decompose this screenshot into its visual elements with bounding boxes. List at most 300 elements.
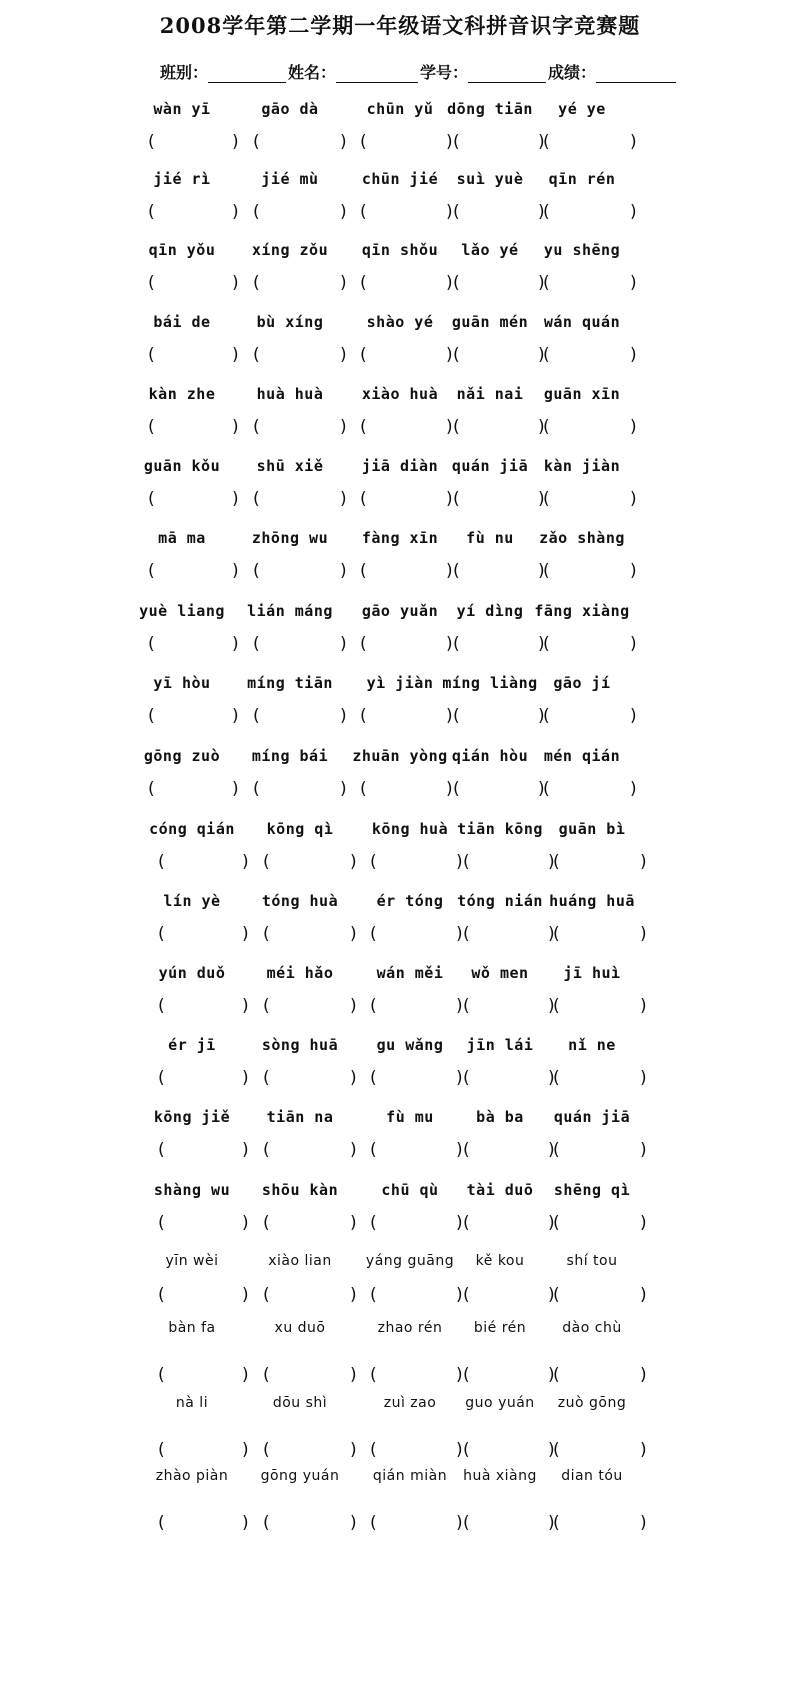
- answer-box-close: ): [242, 1213, 249, 1233]
- answer-box-open[interactable]: (: [148, 273, 155, 293]
- pinyin-word: jié mù: [261, 170, 319, 188]
- answer-box-open[interactable]: (: [453, 634, 460, 654]
- answer-box-open[interactable]: (: [543, 273, 550, 293]
- question-row: [0, 1108, 800, 1188]
- pinyin-word: xiào huà: [361, 385, 439, 403]
- pinyin-word: huáng huā: [549, 892, 635, 910]
- pinyin-word: zuò gōng: [557, 1395, 627, 1411]
- answer-box-open[interactable]: (: [543, 706, 550, 726]
- answer-box-open[interactable]: (: [553, 1285, 560, 1305]
- answer-box-open[interactable]: (: [463, 996, 470, 1016]
- student-info-line: [160, 60, 700, 83]
- answer-box-open[interactable]: (: [453, 489, 460, 509]
- answer-box-close: ): [630, 489, 637, 509]
- answer-box-open[interactable]: (: [253, 345, 260, 365]
- answer-box-open[interactable]: (: [263, 1285, 270, 1305]
- answer-box-open[interactable]: (: [553, 1440, 560, 1460]
- answer-box-open[interactable]: (: [360, 779, 367, 799]
- pinyin-word: nà li: [175, 1395, 209, 1411]
- answer-box-open[interactable]: (: [370, 1365, 377, 1385]
- question-row: [0, 964, 800, 1044]
- pinyin-word: nǐ ne: [568, 1036, 616, 1054]
- answer-box-close: ): [548, 1213, 555, 1233]
- question-row: [0, 820, 800, 900]
- answer-box-close: ): [242, 1365, 249, 1385]
- answer-box-open[interactable]: (: [148, 706, 155, 726]
- answer-box-open[interactable]: (: [253, 273, 260, 293]
- answer-box-open[interactable]: (: [360, 634, 367, 654]
- answer-box-close: ): [548, 1285, 555, 1305]
- answer-box-close: ): [242, 1285, 249, 1305]
- answer-box-open[interactable]: (: [370, 996, 377, 1016]
- question-row: [0, 529, 800, 609]
- pinyin-word: yáng guāng: [365, 1253, 455, 1269]
- answer-box-open[interactable]: (: [360, 561, 367, 581]
- answer-box-open[interactable]: (: [263, 1440, 270, 1460]
- pinyin-word: tiān kōng: [457, 820, 543, 838]
- answer-box-close: ): [350, 1140, 357, 1160]
- answer-box-open[interactable]: (: [360, 417, 367, 437]
- answer-box-close: ): [232, 634, 239, 654]
- pinyin-word: bàn fa: [168, 1320, 216, 1336]
- answer-box-close: ): [640, 1513, 647, 1533]
- pinyin-word: shàng wu: [153, 1181, 231, 1199]
- pinyin-word: qián hòu: [451, 747, 529, 765]
- answer-box-open[interactable]: (: [553, 924, 560, 944]
- pinyin-word: míng tiān: [247, 674, 333, 692]
- pinyin-word: kě kou: [475, 1253, 525, 1269]
- pinyin-word: cóng qián: [149, 820, 235, 838]
- student-number-blank[interactable]: [468, 66, 546, 83]
- answer-box-open[interactable]: (: [360, 273, 367, 293]
- answer-box-close: ): [350, 1068, 357, 1088]
- score-label: 成绩：: [548, 63, 597, 82]
- answer-box-open[interactable]: (: [370, 1140, 377, 1160]
- pinyin-word: fù mu: [386, 1108, 434, 1126]
- pinyin-word: ér tóng: [376, 892, 444, 910]
- answer-box-open[interactable]: (: [463, 1068, 470, 1088]
- answer-box-open[interactable]: (: [263, 1140, 270, 1160]
- answer-box-close: ): [446, 202, 453, 222]
- answer-box-open[interactable]: (: [370, 1068, 377, 1088]
- answer-box-close: ): [640, 1140, 647, 1160]
- answer-box-open[interactable]: (: [370, 1285, 377, 1305]
- answer-box-close: ): [456, 1285, 463, 1305]
- answer-box-open[interactable]: (: [360, 202, 367, 222]
- answer-box-close: ): [340, 202, 347, 222]
- answer-box-open[interactable]: (: [148, 202, 155, 222]
- name-blank[interactable]: [336, 66, 418, 83]
- pinyin-word: kōng huà: [371, 820, 449, 838]
- answer-box-close: ): [630, 345, 637, 365]
- answer-box-open[interactable]: (: [263, 1513, 270, 1533]
- answer-box-close: ): [242, 1440, 249, 1460]
- answer-box-open[interactable]: (: [463, 924, 470, 944]
- pinyin-word: mā ma: [158, 529, 206, 547]
- answer-box-close: ): [456, 996, 463, 1016]
- pinyin-word: lǎo yé: [461, 241, 519, 259]
- pinyin-word: jīn lái: [466, 1036, 534, 1054]
- page-title: 2008学年第二学期一年级语文科拼音识字竞赛题: [159, 13, 641, 38]
- answer-box-open[interactable]: (: [463, 1513, 470, 1533]
- answer-box-close: ): [538, 634, 545, 654]
- pinyin-word: quán jiā: [553, 1108, 631, 1126]
- answer-box-close: ): [538, 779, 545, 799]
- question-row: [0, 892, 800, 972]
- answer-box-open[interactable]: (: [370, 924, 377, 944]
- answer-box-close: ): [630, 273, 637, 293]
- pinyin-word: bà ba: [476, 1108, 524, 1126]
- answer-box-open[interactable]: (: [253, 417, 260, 437]
- answer-box-close: ): [350, 1440, 357, 1460]
- answer-box-open[interactable]: (: [148, 779, 155, 799]
- answer-box-close: ): [630, 706, 637, 726]
- answer-box-open[interactable]: (: [463, 1365, 470, 1385]
- answer-box-open[interactable]: (: [370, 1213, 377, 1233]
- pinyin-word: xiào lian: [268, 1253, 332, 1269]
- answer-box-close: ): [232, 273, 239, 293]
- class-label: 班别：: [160, 63, 209, 82]
- answer-box-close: ): [340, 132, 347, 152]
- answer-box-close: ): [350, 924, 357, 944]
- answer-box-open[interactable]: (: [360, 489, 367, 509]
- answer-box-close: ): [630, 417, 637, 437]
- answer-box-close: ): [456, 1365, 463, 1385]
- answer-box-close: ): [340, 273, 347, 293]
- answer-box-close: ): [548, 1513, 555, 1533]
- answer-box-close: ): [456, 852, 463, 872]
- answer-box-open[interactable]: (: [370, 1440, 377, 1460]
- pinyin-word: dōu shì: [272, 1395, 328, 1411]
- question-row: [0, 1395, 800, 1475]
- answer-box-close: ): [340, 489, 347, 509]
- answer-box-close: ): [456, 1513, 463, 1533]
- pinyin-word: dào chù: [562, 1320, 622, 1336]
- answer-box-close: ): [232, 417, 239, 437]
- pinyin-word: yīn wèi: [165, 1253, 219, 1269]
- answer-box-close: ): [538, 561, 545, 581]
- question-row: [0, 313, 800, 393]
- question-row: [0, 674, 800, 754]
- answer-box-close: ): [538, 202, 545, 222]
- answer-box-close: ): [340, 706, 347, 726]
- answer-box-open[interactable]: (: [543, 132, 550, 152]
- answer-box-open[interactable]: (: [543, 779, 550, 799]
- pinyin-word: zhōng wu: [251, 529, 329, 547]
- student-number-label: 学号：: [420, 63, 469, 82]
- pinyin-word: yì jiàn: [366, 674, 434, 692]
- answer-box-open[interactable]: (: [148, 561, 155, 581]
- answer-box-open[interactable]: (: [553, 1140, 560, 1160]
- answer-box-open[interactable]: (: [253, 202, 260, 222]
- pinyin-word: xu duō: [274, 1320, 326, 1336]
- pinyin-word: lín yè: [163, 892, 221, 910]
- answer-box-open[interactable]: (: [148, 132, 155, 152]
- pinyin-word: huà xiàng: [463, 1468, 537, 1484]
- answer-box-open[interactable]: (: [543, 417, 550, 437]
- answer-box-close: ): [446, 489, 453, 509]
- answer-box-open[interactable]: (: [158, 852, 165, 872]
- answer-box-open[interactable]: (: [263, 996, 270, 1016]
- pinyin-word: xíng zǒu: [251, 241, 329, 259]
- answer-box-close: ): [640, 924, 647, 944]
- answer-box-close: ): [446, 132, 453, 152]
- answer-box-open[interactable]: (: [253, 634, 260, 654]
- pinyin-word: chū qù: [381, 1181, 439, 1199]
- answer-box-close: ): [630, 202, 637, 222]
- answer-box-close: ): [548, 1365, 555, 1385]
- answer-box-open[interactable]: (: [158, 1213, 165, 1233]
- answer-box-open[interactable]: (: [263, 1213, 270, 1233]
- answer-box-open[interactable]: (: [463, 852, 470, 872]
- pinyin-word: chūn jié: [361, 170, 439, 188]
- pinyin-word: guān xīn: [543, 385, 621, 403]
- answer-box-close: ): [548, 996, 555, 1016]
- answer-box-open[interactable]: (: [453, 132, 460, 152]
- pinyin-word: míng bái: [251, 747, 329, 765]
- pinyin-word: kōng jiě: [153, 1108, 231, 1126]
- answer-box-close: ): [456, 1068, 463, 1088]
- answer-box-open[interactable]: (: [360, 345, 367, 365]
- answer-box-close: ): [640, 1285, 647, 1305]
- question-row: [0, 170, 800, 250]
- answer-box-close: ): [630, 132, 637, 152]
- pinyin-word: guo yuán: [465, 1395, 535, 1411]
- answer-box-close: ): [350, 852, 357, 872]
- pinyin-word: zhào piàn: [155, 1468, 229, 1484]
- answer-box-open[interactable]: (: [463, 1285, 470, 1305]
- answer-box-open[interactable]: (: [253, 779, 260, 799]
- answer-box-close: ): [232, 561, 239, 581]
- answer-box-open[interactable]: (: [253, 561, 260, 581]
- question-row: [0, 1468, 800, 1548]
- answer-box-open[interactable]: (: [453, 273, 460, 293]
- answer-box-open[interactable]: (: [158, 1440, 165, 1460]
- answer-box-close: ): [538, 489, 545, 509]
- pinyin-word: lián máng: [247, 602, 333, 620]
- answer-box-close: ): [232, 202, 239, 222]
- answer-box-close: ): [350, 1365, 357, 1385]
- answer-box-close: ): [232, 132, 239, 152]
- answer-box-close: ): [350, 1513, 357, 1533]
- answer-box-close: ): [538, 273, 545, 293]
- pinyin-word: qián miàn: [372, 1468, 448, 1484]
- answer-box-close: ): [640, 1213, 647, 1233]
- answer-box-open[interactable]: (: [158, 996, 165, 1016]
- answer-box-open[interactable]: (: [463, 1440, 470, 1460]
- pinyin-word: yu shēng: [543, 241, 621, 259]
- pinyin-word: dōng tiān: [447, 100, 533, 118]
- answer-box-open[interactable]: (: [453, 779, 460, 799]
- answer-box-close: ): [232, 345, 239, 365]
- pinyin-word: jiā diàn: [361, 457, 439, 475]
- pinyin-word: zhao rén: [377, 1320, 443, 1336]
- pinyin-word: gōng zuò: [143, 747, 221, 765]
- pinyin-word: quán jiā: [451, 457, 529, 475]
- pinyin-word: suì yuè: [456, 170, 524, 188]
- question-row: [0, 602, 800, 682]
- answer-box-open[interactable]: (: [553, 996, 560, 1016]
- answer-box-close: ): [232, 706, 239, 726]
- answer-box-open[interactable]: (: [158, 1285, 165, 1305]
- question-row: [0, 241, 800, 321]
- pinyin-word: bié rén: [473, 1320, 527, 1336]
- answer-box-open[interactable]: (: [158, 1513, 165, 1533]
- answer-box-close: ): [456, 924, 463, 944]
- answer-box-open[interactable]: (: [253, 706, 260, 726]
- answer-box-close: ): [630, 561, 637, 581]
- pinyin-word: bái de: [153, 313, 211, 331]
- pinyin-word: shào yé: [366, 313, 434, 331]
- pinyin-word: guān mén: [451, 313, 529, 331]
- score-blank[interactable]: [596, 66, 676, 83]
- answer-box-open[interactable]: (: [543, 489, 550, 509]
- answer-box-open[interactable]: (: [553, 1068, 560, 1088]
- answer-box-open[interactable]: (: [158, 1068, 165, 1088]
- pinyin-word: qīn shǒu: [361, 241, 439, 259]
- pinyin-word: fàng xīn: [361, 529, 439, 547]
- answer-box-open[interactable]: (: [543, 345, 550, 365]
- answer-box-close: ): [456, 1213, 463, 1233]
- pinyin-word: méi hǎo: [266, 964, 334, 982]
- answer-box-open[interactable]: (: [263, 852, 270, 872]
- pinyin-word: mén qián: [543, 747, 621, 765]
- answer-box-open[interactable]: (: [553, 1365, 560, 1385]
- answer-box-close: ): [538, 345, 545, 365]
- pinyin-word: qīn yǒu: [148, 241, 216, 259]
- answer-box-open[interactable]: (: [158, 1140, 165, 1160]
- answer-box-open[interactable]: (: [453, 345, 460, 365]
- answer-box-open[interactable]: (: [158, 1365, 165, 1385]
- answer-box-open[interactable]: (: [370, 852, 377, 872]
- answer-box-close: ): [548, 1140, 555, 1160]
- answer-box-open[interactable]: (: [543, 634, 550, 654]
- answer-box-open[interactable]: (: [453, 202, 460, 222]
- answer-box-close: ): [340, 561, 347, 581]
- answer-box-open[interactable]: (: [553, 1213, 560, 1233]
- answer-box-open[interactable]: (: [453, 561, 460, 581]
- answer-box-close: ): [350, 996, 357, 1016]
- pinyin-word: yuè liang: [139, 602, 225, 620]
- pinyin-word: yī hòu: [153, 674, 211, 692]
- answer-box-close: ): [538, 706, 545, 726]
- pinyin-word: jié rì: [153, 170, 211, 188]
- pinyin-word: nǎi nai: [456, 385, 524, 403]
- pinyin-word: wán měi: [376, 964, 444, 982]
- pinyin-word: kōng qì: [266, 820, 334, 838]
- answer-box-open[interactable]: (: [253, 132, 260, 152]
- answer-box-open[interactable]: (: [360, 132, 367, 152]
- pinyin-word: huà huà: [256, 385, 324, 403]
- answer-box-close: ): [242, 1140, 249, 1160]
- pinyin-word: zuì zao: [383, 1395, 437, 1411]
- pinyin-word: fù nu: [466, 529, 514, 547]
- answer-box-open[interactable]: (: [148, 489, 155, 509]
- pinyin-word: fāng xiàng: [534, 602, 630, 620]
- answer-box-close: ): [548, 1440, 555, 1460]
- answer-box-close: ): [548, 924, 555, 944]
- name-label: 姓名：: [288, 63, 337, 82]
- answer-box-open[interactable]: (: [543, 202, 550, 222]
- answer-box-close: ): [446, 345, 453, 365]
- answer-box-close: ): [446, 273, 453, 293]
- pinyin-word: míng liàng: [442, 674, 538, 692]
- answer-box-close: ): [340, 345, 347, 365]
- answer-box-close: ): [630, 779, 637, 799]
- answer-box-open[interactable]: (: [148, 345, 155, 365]
- pinyin-word: yún duǒ: [158, 964, 226, 982]
- answer-box-close: ): [242, 924, 249, 944]
- answer-box-open[interactable]: (: [148, 634, 155, 654]
- answer-box-close: ): [232, 489, 239, 509]
- question-row: [0, 385, 800, 465]
- answer-box-open[interactable]: (: [158, 924, 165, 944]
- answer-box-open[interactable]: (: [553, 1513, 560, 1533]
- pinyin-word: bù xíng: [256, 313, 324, 331]
- pinyin-word: zhuān yòng: [352, 747, 448, 765]
- answer-box-close: ): [242, 996, 249, 1016]
- question-row: [0, 1320, 800, 1400]
- answer-box-close: ): [350, 1213, 357, 1233]
- answer-box-close: ): [640, 996, 647, 1016]
- pinyin-word: yé ye: [558, 100, 606, 118]
- answer-box-close: ): [340, 634, 347, 654]
- pinyin-word: gāo yuǎn: [361, 602, 439, 620]
- answer-box-open[interactable]: (: [553, 852, 560, 872]
- class-blank[interactable]: [208, 66, 286, 83]
- answer-box-open[interactable]: (: [453, 417, 460, 437]
- pinyin-word: tóng nián: [457, 892, 543, 910]
- answer-box-close: ): [446, 779, 453, 799]
- question-row: [0, 1036, 800, 1116]
- pinyin-word: guān kǒu: [143, 457, 221, 475]
- answer-box-close: ): [538, 417, 545, 437]
- pinyin-word: tài duō: [466, 1181, 534, 1199]
- answer-box-close: ): [640, 1440, 647, 1460]
- answer-box-close: ): [538, 132, 545, 152]
- answer-box-open[interactable]: (: [253, 489, 260, 509]
- question-row: [0, 100, 800, 180]
- pinyin-word: wǒ men: [471, 964, 529, 982]
- answer-box-open[interactable]: (: [148, 417, 155, 437]
- pinyin-word: gāo dà: [261, 100, 319, 118]
- answer-box-close: ): [446, 417, 453, 437]
- answer-box-open[interactable]: (: [263, 1068, 270, 1088]
- pinyin-word: shōu kàn: [261, 1181, 339, 1199]
- pinyin-word: kàn zhe: [148, 385, 216, 403]
- pinyin-word: tóng huà: [261, 892, 339, 910]
- answer-box-open[interactable]: (: [370, 1513, 377, 1533]
- answer-box-close: ): [548, 852, 555, 872]
- pinyin-word: jī huì: [563, 964, 621, 982]
- answer-box-close: ): [232, 779, 239, 799]
- answer-box-open[interactable]: (: [453, 706, 460, 726]
- answer-box-open[interactable]: (: [263, 924, 270, 944]
- answer-box-open[interactable]: (: [543, 561, 550, 581]
- pinyin-word: shí tou: [566, 1253, 618, 1269]
- answer-box-open[interactable]: (: [360, 706, 367, 726]
- answer-box-close: ): [640, 852, 647, 872]
- answer-box-open[interactable]: (: [463, 1140, 470, 1160]
- answer-box-open[interactable]: (: [463, 1213, 470, 1233]
- pinyin-word: gu wǎng: [376, 1036, 444, 1054]
- answer-box-open[interactable]: (: [263, 1365, 270, 1385]
- pinyin-word: gāo jí: [553, 674, 611, 692]
- pinyin-word: ér jī: [168, 1036, 216, 1054]
- pinyin-word: dian tóu: [561, 1468, 623, 1484]
- answer-box-close: ): [242, 852, 249, 872]
- answer-box-close: ): [242, 1068, 249, 1088]
